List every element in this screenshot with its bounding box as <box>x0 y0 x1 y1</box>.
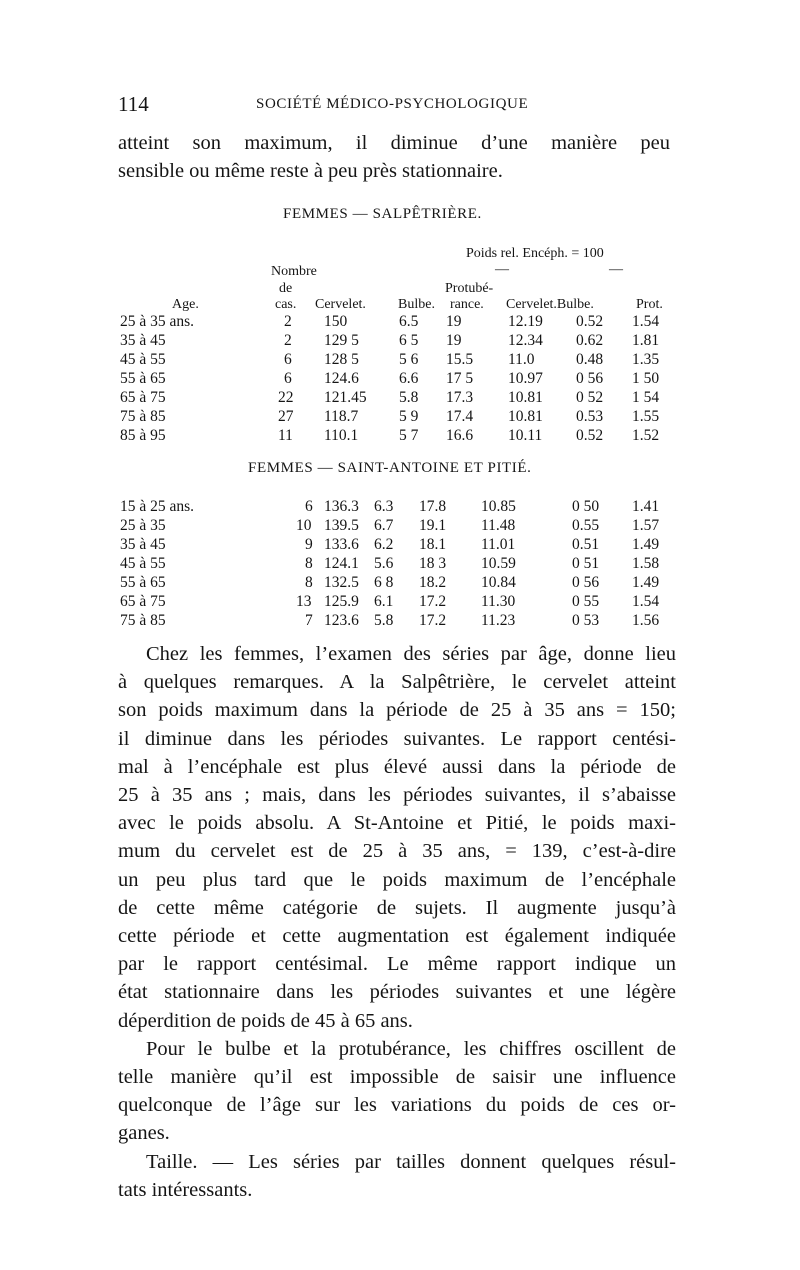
cell-cervelet: 121.45 <box>324 389 367 406</box>
cell-cas: 10 <box>296 517 312 534</box>
page-number: 114 <box>118 92 149 116</box>
header-age: Age. <box>172 297 199 312</box>
header-dash-2: — <box>609 262 623 277</box>
cell-cervelet: 129 5 <box>324 332 359 349</box>
cell-rel-cervelet: 10.11 <box>508 427 543 444</box>
cell-rel-bulbe: 0.62 <box>576 332 604 349</box>
cell-cas: 6 <box>284 351 292 368</box>
cell-protuberance: 19 <box>446 313 462 330</box>
cell-rel-prot: 1.81 <box>632 332 660 349</box>
text-line: ganes. <box>118 1122 170 1145</box>
cell-rel-bulbe: 0 56 <box>572 574 600 591</box>
cell-protuberance: 17.2 <box>419 593 447 610</box>
cell-age: 15 à 25 ans. <box>120 498 195 515</box>
cell-rel-prot: 1.54 <box>632 313 660 330</box>
running-head <box>118 92 678 116</box>
cell-bulbe: 5.8 <box>399 389 419 406</box>
cell-rel-prot: 1.54 <box>632 593 660 610</box>
cell-cas: 2 <box>284 313 292 330</box>
cell-rel-cervelet: 11.0 <box>508 351 535 368</box>
header-cervelet-bulbe: Cervelet.Bulbe. <box>506 297 594 312</box>
header-bulbe: Bulbe. <box>398 297 435 312</box>
cell-rel-bulbe: 0 53 <box>572 612 600 629</box>
text-line: par le rapport centésimal. Le même rapport indique un <box>118 953 676 976</box>
cell-rel-cervelet: 11.30 <box>481 593 516 610</box>
cell-cervelet: 128 5 <box>324 351 359 368</box>
cell-rel-bulbe: 0 52 <box>576 389 604 406</box>
cell-cervelet: 123.6 <box>324 612 359 629</box>
cell-rel-bulbe: 0.52 <box>576 427 604 444</box>
cell-age: 65 à 75 <box>120 389 166 406</box>
text-line: de cette même catégorie de sujets. Il augmente jusqu’à <box>118 896 676 919</box>
cell-bulbe: 6.6 <box>399 370 419 387</box>
text-line: tats intéressants. <box>118 1178 253 1201</box>
cell-age: 55 à 65 <box>120 574 166 591</box>
cell-protuberance: 18.2 <box>419 574 447 591</box>
cell-cas: 7 <box>305 612 313 629</box>
cell-cervelet: 133.6 <box>324 536 359 553</box>
text-line: quelconque de l’âge sur les variations du poids de ces or- <box>118 1094 676 1117</box>
cell-age: 55 à 65 <box>120 370 166 387</box>
cell-age: 35 à 45 <box>120 332 166 349</box>
cell-cervelet: 150 <box>324 313 348 330</box>
text-line: état stationnaire dans les périodes suivantes et une légère <box>118 981 676 1004</box>
cell-cervelet: 124.1 <box>324 555 359 572</box>
text-line: mal à l’encéphale est plus élevé aussi dans la période de <box>118 755 676 778</box>
text-line: un peu plus tard que le poids maximum de l’encéphale <box>118 868 676 891</box>
cell-rel-cervelet: 10.81 <box>508 389 543 406</box>
cell-rel-prot: 1.58 <box>632 555 660 572</box>
cell-rel-bulbe: 0.48 <box>576 351 604 368</box>
table2-title: FEMMES — SAINT-ANTOINE ET PITIÉ. <box>248 460 532 476</box>
cell-cas: 2 <box>284 332 292 349</box>
cell-rel-prot: 1.35 <box>632 351 660 368</box>
cell-bulbe: 6 5 <box>399 332 419 349</box>
table1-title: FEMMES — SALPÊTRIÈRE. <box>283 206 482 222</box>
cell-rel-bulbe: 0 55 <box>572 593 600 610</box>
cell-bulbe: 6.3 <box>374 498 394 515</box>
text-line: 25 à 35 ans ; mais, dans les périodes suivantes, il s’abaisse <box>118 784 676 807</box>
cell-cas: 27 <box>278 408 294 425</box>
cell-rel-prot: 1.49 <box>632 574 660 591</box>
cell-protuberance: 18 3 <box>419 555 447 572</box>
cell-cervelet: 132.5 <box>324 574 359 591</box>
cell-rel-prot: 1.56 <box>632 612 660 629</box>
cell-bulbe: 6 8 <box>374 574 394 591</box>
text-line: à quelques remarques. A la Salpêtrière, le cervelet atteint <box>118 671 676 694</box>
text-line: Taille. — Les séries par tailles donnent quelques résul- <box>146 1150 676 1173</box>
cell-cervelet: 125.9 <box>324 593 359 610</box>
cell-age: 35 à 45 <box>120 536 166 553</box>
text-line: atteint son maximum, il diminue d’une manière peu <box>118 132 670 154</box>
body-text <box>118 640 676 1204</box>
intro-paragraph <box>118 129 670 185</box>
cell-protuberance: 19.1 <box>419 517 447 534</box>
cell-cervelet: 110.1 <box>324 427 359 444</box>
cell-cas: 22 <box>278 389 294 406</box>
cell-rel-prot: 1 54 <box>632 389 660 406</box>
cell-protuberance: 17.4 <box>446 408 474 425</box>
cell-rel-prot: 1.52 <box>632 427 660 444</box>
cell-protuberance: 18.1 <box>419 536 447 553</box>
text-line: telle manière qu’il est impossible de saisir une influence <box>118 1066 676 1089</box>
header-rance: rance. <box>450 297 484 312</box>
cell-rel-bulbe: 0 56 <box>576 370 604 387</box>
cell-age: 75 à 85 <box>120 408 166 425</box>
cell-age: 25 à 35 ans. <box>120 313 195 330</box>
header-nombre: Nombre <box>271 264 317 279</box>
cell-age: 45 à 55 <box>120 555 166 572</box>
header-de: de <box>279 281 293 296</box>
cell-rel-bulbe: 0.55 <box>572 517 600 534</box>
cell-rel-prot: 1.57 <box>632 517 660 534</box>
cell-rel-prot: 1.49 <box>632 536 660 553</box>
cell-age: 75 à 85 <box>120 612 166 629</box>
cell-cas: 13 <box>296 593 312 610</box>
cell-rel-cervelet: 10.81 <box>508 408 543 425</box>
cell-rel-prot: 1.41 <box>632 498 660 515</box>
cell-bulbe: 6.2 <box>374 536 394 553</box>
cell-age: 65 à 75 <box>120 593 166 610</box>
header-cervelet: Cervelet. <box>315 297 366 312</box>
cell-bulbe: 6.5 <box>399 313 419 330</box>
cell-cas: 8 <box>305 574 313 591</box>
cell-rel-cervelet: 10.84 <box>481 574 516 591</box>
cell-cas: 11 <box>278 427 293 444</box>
cell-rel-cervelet: 12.19 <box>508 313 543 330</box>
cell-rel-cervelet: 11.01 <box>481 536 516 553</box>
cell-bulbe: 5.6 <box>374 555 394 572</box>
cell-age: 45 à 55 <box>120 351 166 368</box>
cell-protuberance: 17.3 <box>446 389 474 406</box>
header-poids-rel: Poids rel. Encéph. = 100 <box>466 246 604 261</box>
cell-age: 25 à 35 <box>120 517 166 534</box>
cell-cas: 8 <box>305 555 313 572</box>
header-prot: Prot. <box>636 297 663 312</box>
cell-rel-cervelet: 11.23 <box>481 612 516 629</box>
cell-cervelet: 124.6 <box>324 370 359 387</box>
cell-cervelet: 136.3 <box>324 498 359 515</box>
text-line: mum du cervelet est de 25 à 35 ans, = 139, c’est-à-dire <box>118 840 676 863</box>
text-line: déperdition de poids de 45 à 65 ans. <box>118 1009 413 1032</box>
cell-bulbe: 6.1 <box>374 593 394 610</box>
cell-rel-cervelet: 10.97 <box>508 370 543 387</box>
text-line: il diminue dans les périodes suivantes. Le rapport centési- <box>118 727 676 750</box>
text-line: sensible ou même reste à peu près stationnaire. <box>118 160 503 182</box>
cell-age: 85 à 95 <box>120 427 166 444</box>
cell-protuberance: 15.5 <box>446 351 474 368</box>
cell-protuberance: 16.6 <box>446 427 474 444</box>
cell-rel-bulbe: 0 51 <box>572 555 600 572</box>
cell-cervelet: 139.5 <box>324 517 359 534</box>
header-cas: cas. <box>275 297 297 312</box>
cell-rel-cervelet: 10.59 <box>481 555 516 572</box>
cell-bulbe: 5 9 <box>399 408 419 425</box>
cell-cervelet: 118.7 <box>324 408 359 425</box>
cell-protuberance: 19 <box>446 332 462 349</box>
text-line: Chez les femmes, l’examen des séries par âge, donne lieu <box>146 643 676 665</box>
cell-protuberance: 17.8 <box>419 498 447 515</box>
cell-rel-bulbe: 0.51 <box>572 536 600 553</box>
cell-rel-prot: 1 50 <box>632 370 660 387</box>
running-head-title: SOCIÉTÉ MÉDICO-PSYCHOLOGIQUE <box>256 96 529 112</box>
cell-cas: 6 <box>305 498 313 515</box>
cell-cas: 6 <box>284 370 292 387</box>
text-line: avec le poids absolu. A St-Antoine et Pitié, le poids maxi- <box>118 812 676 835</box>
cell-bulbe: 5 6 <box>399 351 419 368</box>
cell-rel-bulbe: 0.52 <box>576 313 604 330</box>
text-line: Pour le bulbe et la protubérance, les chiffres oscillent de <box>146 1037 676 1060</box>
cell-bulbe: 6.7 <box>374 517 394 534</box>
cell-rel-prot: 1.55 <box>632 408 660 425</box>
cell-rel-cervelet: 10.85 <box>481 498 516 515</box>
cell-protuberance: 17.2 <box>419 612 447 629</box>
cell-bulbe: 5 7 <box>399 427 419 444</box>
header-protube: Protubé- <box>445 281 494 296</box>
text-line: son poids maximum dans la période de 25 à 35 ans = 150; <box>118 699 676 722</box>
cell-bulbe: 5.8 <box>374 612 394 629</box>
cell-rel-cervelet: 11.48 <box>481 517 516 534</box>
text-line: cette période et cette augmentation est également indiquée <box>118 925 676 948</box>
header-dash-1: — <box>495 262 509 277</box>
cell-cas: 9 <box>305 536 313 553</box>
cell-rel-bulbe: 0.53 <box>576 408 604 425</box>
cell-rel-cervelet: 12.34 <box>508 332 543 349</box>
cell-rel-bulbe: 0 50 <box>572 498 600 515</box>
cell-protuberance: 17 5 <box>446 370 474 387</box>
